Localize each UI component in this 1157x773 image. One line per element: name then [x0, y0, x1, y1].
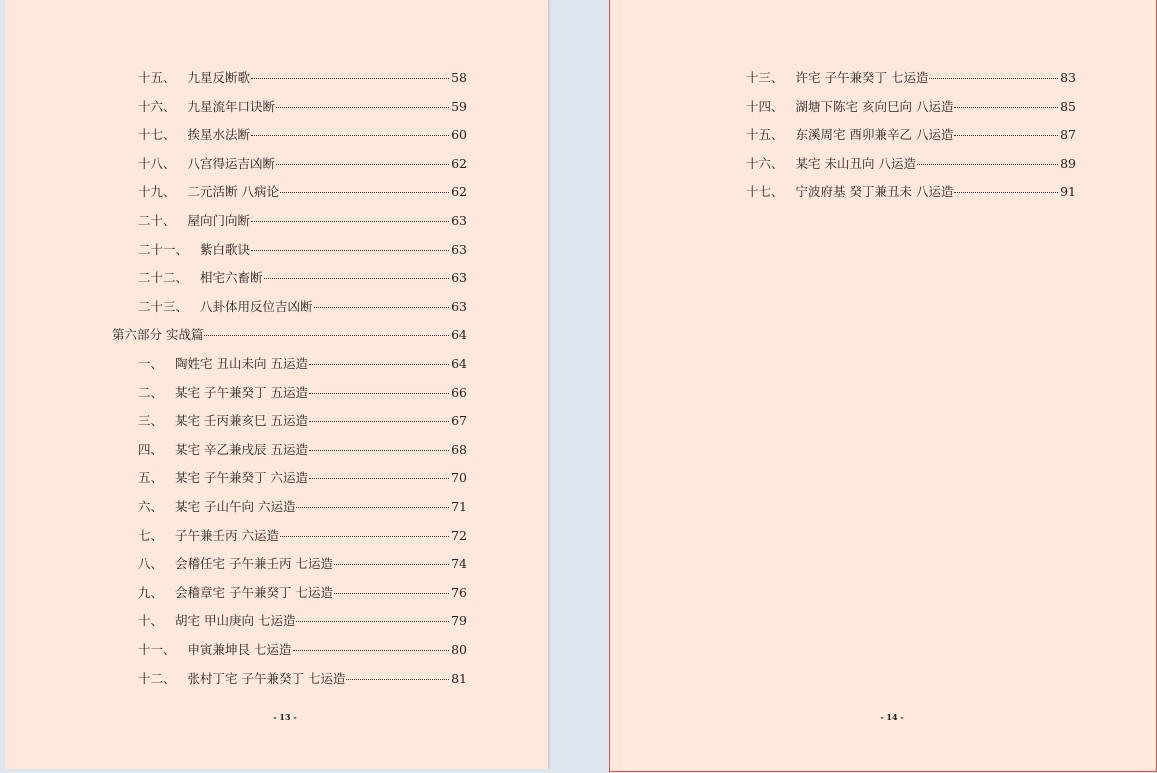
toc-entry-title: 会稽章宅 子午兼癸丁 七运造: [175, 584, 333, 600]
toc-entry-page-number: 62: [451, 155, 467, 171]
toc-entry-page-number: 81: [451, 670, 467, 686]
toc-entry-number: 十一、: [138, 642, 176, 657]
dot-leader: [280, 536, 449, 537]
toc-entry-page-number: 72: [451, 527, 467, 543]
toc-entry-title: 湖塘下陈宅 亥向巳向 八运造: [795, 98, 954, 114]
toc-entry-page-number: 62: [451, 184, 467, 200]
toc-entry-number: 十六、: [138, 98, 176, 114]
document-page-13[interactable]: [5, 0, 549, 769]
toc-entry-page-number: 80: [451, 642, 467, 657]
toc-entry[interactable]: [138, 554, 467, 574]
toc-entry-page-number: 63: [451, 298, 467, 314]
toc-entry[interactable]: [138, 182, 467, 202]
toc-entry-page-number: 66: [451, 384, 467, 400]
toc-entry-page-number: 58: [451, 70, 467, 85]
toc-entry[interactable]: [138, 125, 467, 145]
toc-entry[interactable]: [138, 97, 467, 117]
toc-entry[interactable]: [746, 154, 1076, 174]
toc-entry-page-number: 74: [451, 556, 467, 572]
toc-entry-title: 申寅兼坤艮 七运造: [187, 642, 292, 657]
toc-entry-number: 十二、: [138, 670, 176, 686]
toc-entry-page-number: 79: [451, 613, 467, 629]
page-number-footer: - 14 -: [880, 712, 904, 722]
dot-leader: [309, 421, 449, 422]
toc-entry[interactable]: [138, 383, 467, 403]
toc-entry-number: 十六、: [746, 155, 784, 171]
toc-entry-title: 会稽任宅 子午兼壬丙 七运造: [175, 556, 333, 572]
toc-entry-title: 二元活断 八病论: [187, 184, 279, 200]
toc-entry-page-number: 89: [1060, 155, 1076, 171]
toc-entry-page-number: 85: [1060, 98, 1076, 114]
dot-leader: [264, 278, 450, 279]
dot-leader: [251, 250, 449, 251]
toc-entry-page-number: 64: [451, 356, 467, 371]
dot-leader: [929, 78, 1058, 79]
toc-entry-page-number: 60: [451, 127, 467, 143]
toc-entry-number: 四、: [138, 441, 164, 457]
dot-leader: [309, 393, 449, 394]
dot-leader: [280, 192, 449, 193]
toc-entry-title: 八卦体用反位吉凶断: [200, 298, 313, 314]
toc-entry-number: 八、: [138, 556, 164, 572]
toc-entry-title: 相宅六畜断: [200, 270, 263, 286]
toc-entry[interactable]: [138, 640, 467, 660]
toc-entry-page-number: 76: [451, 584, 467, 600]
toc-entry-page-number: 68: [451, 441, 467, 457]
toc-entry-title: 陶姓宅 丑山未向 五运造: [175, 356, 308, 371]
toc-entry-page-number: 64: [451, 327, 467, 343]
toc-entry[interactable]: [112, 325, 467, 345]
dot-leader: [334, 564, 449, 565]
toc-entry-number: 二十二、: [138, 270, 189, 286]
toc-entry-title: 某宅 子山午向 六运造: [175, 499, 296, 514]
toc-entry-number: 六、: [138, 499, 164, 514]
toc-entry-title: 子午兼壬丙 六运造: [175, 527, 279, 543]
toc-entry-page-number: 87: [1060, 127, 1076, 143]
toc-entry-number: 十三、: [746, 70, 784, 85]
toc-entry-number: 五、: [138, 470, 164, 486]
dot-leader: [296, 507, 449, 508]
toc-entry[interactable]: [138, 497, 467, 517]
dot-leader: [296, 621, 449, 622]
dot-leader: [917, 164, 1058, 165]
toc-entry[interactable]: [138, 68, 467, 88]
toc-entry[interactable]: [746, 68, 1076, 88]
dot-leader: [276, 107, 449, 108]
toc-entry-page-number: 63: [451, 213, 467, 228]
toc-entry[interactable]: [138, 297, 467, 317]
toc-entry-title: 某宅 未山丑向 八运造: [795, 155, 916, 171]
toc-entry[interactable]: [138, 468, 467, 488]
toc-entry[interactable]: [138, 154, 467, 174]
toc-entry-page-number: 59: [451, 98, 467, 114]
toc-entry[interactable]: [138, 526, 467, 546]
toc-entry-title: 张村丁宅 子午兼癸丁 七运造: [187, 670, 346, 686]
toc-entry-number: 二十、: [138, 213, 176, 228]
toc-entry-number: 七、: [138, 527, 164, 543]
dot-leader: [346, 679, 449, 680]
toc-entry-page-number: 63: [451, 241, 467, 257]
toc-entry[interactable]: [138, 669, 467, 689]
dot-leader: [276, 164, 449, 165]
toc-entry-title: 九星反断歌: [187, 70, 251, 85]
toc-entry[interactable]: [746, 97, 1076, 117]
toc-entry-title: 紫白歌诀: [200, 241, 251, 257]
toc-entry-title: 某宅 子午兼癸丁 五运造: [175, 384, 308, 400]
toc-entry-number: 二十三、: [138, 298, 189, 314]
toc-entry-number: 十五、: [138, 70, 176, 85]
toc-entry-page-number: 91: [1060, 184, 1076, 200]
toc-entry-number: 十八、: [138, 155, 176, 171]
toc-entry-number: 十七、: [746, 184, 784, 200]
toc-entry-page-number: 83: [1060, 70, 1076, 85]
toc-entry[interactable]: [138, 411, 467, 431]
toc-entry[interactable]: [138, 583, 467, 603]
dot-leader: [309, 364, 449, 365]
toc-entry-title: 某宅 壬丙兼亥巳 五运造: [175, 413, 308, 429]
toc-entry[interactable]: [138, 440, 467, 460]
dot-leader: [251, 78, 449, 79]
toc-entry[interactable]: [138, 611, 467, 631]
toc-entry-number: 九、: [138, 584, 164, 600]
dot-leader: [309, 450, 449, 451]
dot-leader: [954, 135, 1058, 136]
page-number-footer: - 13 -: [273, 712, 297, 722]
toc-entry-page-number: 63: [451, 270, 467, 286]
toc-entry-number: 二、: [138, 384, 164, 400]
toc-entry[interactable]: [138, 268, 467, 288]
toc-entry-number: 十九、: [138, 184, 176, 200]
dot-leader: [293, 650, 450, 651]
toc-entry-number: 一、: [138, 356, 164, 371]
dot-leader: [954, 192, 1058, 193]
dot-leader: [251, 135, 449, 136]
toc-entry-title: 第六部分 实战篇: [112, 327, 204, 343]
toc-entry-title: 挨星水法断: [187, 127, 251, 143]
toc-entry-page-number: 71: [451, 499, 467, 514]
toc-entry-page-number: 70: [451, 470, 467, 486]
toc-entry-page-number: 67: [451, 413, 467, 429]
dot-leader: [314, 307, 450, 308]
toc-entry-number: 十四、: [746, 98, 784, 114]
toc-entry-title: 九星流年口诀断: [187, 98, 276, 114]
toc-entry-title: 某宅 辛乙兼戌辰 五运造: [175, 441, 308, 457]
toc-entry[interactable]: [746, 182, 1076, 202]
toc-entry-title: 胡宅 甲山庚向 七运造: [175, 613, 296, 629]
toc-entry[interactable]: [138, 240, 467, 260]
toc-entry-title: 屋向门向断: [187, 213, 251, 228]
toc-entry-title: 东溪周宅 酉卯兼辛乙 八运造: [795, 127, 954, 143]
dot-leader: [251, 221, 449, 222]
toc-entry-title: 八宫得运吉凶断: [187, 155, 276, 171]
toc-entry-number: 十七、: [138, 127, 176, 143]
toc-entry-number: 十、: [138, 613, 164, 629]
toc-entry-title: 某宅 子午兼癸丁 六运造: [175, 470, 308, 486]
toc-entry-title: 许宅 子午兼癸丁 七运造: [795, 70, 929, 85]
dot-leader: [309, 478, 449, 479]
toc-entry-title: 宁波府基 癸丁兼丑未 八运造: [795, 184, 954, 200]
dot-leader: [954, 107, 1058, 108]
toc-entry-number: 三、: [138, 413, 164, 429]
dot-leader: [334, 593, 449, 594]
toc-entry-number: 二十一、: [138, 241, 189, 257]
document-page-14[interactable]: [609, 0, 1157, 772]
toc-entry[interactable]: [746, 125, 1076, 145]
toc-entry[interactable]: [138, 211, 467, 231]
dot-leader: [204, 335, 449, 336]
toc-entry[interactable]: [138, 354, 467, 374]
toc-entry-number: 十五、: [746, 127, 784, 143]
